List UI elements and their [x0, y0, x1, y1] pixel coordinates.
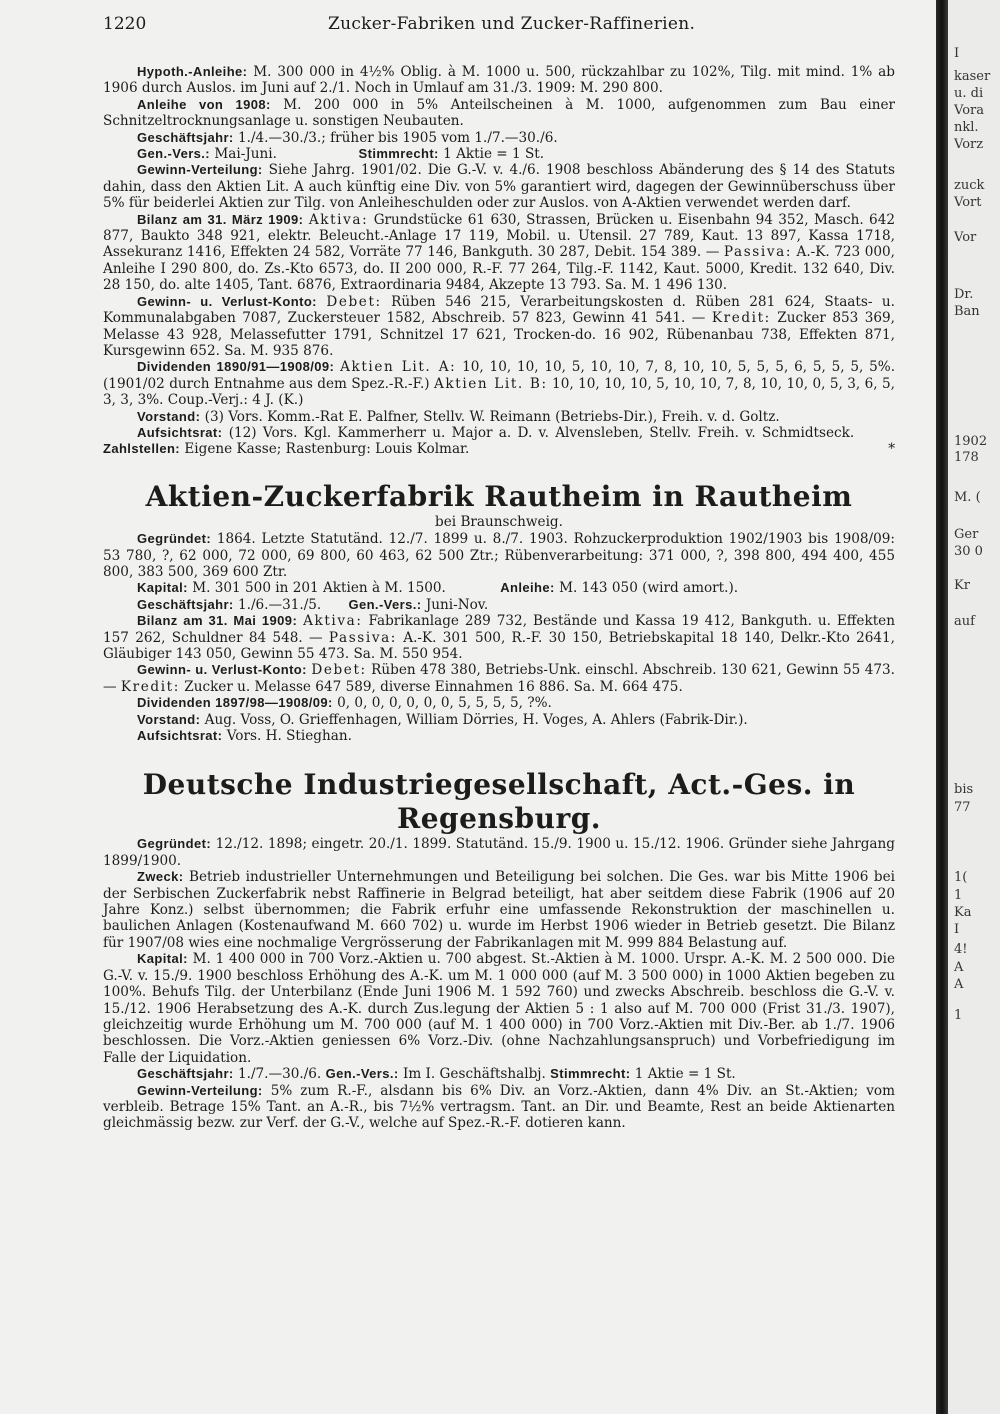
aktien-b-word: Aktien Lit. B:	[434, 375, 548, 392]
adjacent-fragment: 1902	[954, 434, 988, 449]
bilanz-passiva-text: A.-K. 301 500, R.-F. 30 150, Betriebskapital 18 140, Delkr.-Kto 2641, Gläubiger 143 050, Gewinn 55 473. Sa. M. 550 954.	[103, 629, 895, 662]
adjacent-fragment: A	[954, 977, 964, 992]
adjacent-fragment: bis	[954, 782, 974, 797]
adjacent-fragment: Kr	[954, 578, 970, 593]
adjacent-fragment: Ban	[954, 304, 980, 319]
company-title-rautheim: Aktien-Zuckerfabrik Rautheim in Rautheim	[145, 479, 853, 513]
label-gen-vers: Gen.-Vers.:	[348, 596, 422, 612]
adjacent-fragment: 1	[954, 1008, 963, 1023]
label-dividenden: Dividenden 1890/91—1908/09:	[137, 359, 335, 375]
adjacent-fragment: kaser	[954, 69, 991, 84]
paragraph-dividenden	[103, 359, 895, 408]
stimmrecht-text: 1 Aktie = 1 St.	[443, 146, 545, 163]
adjacent-fragment: I	[954, 922, 960, 937]
label-stimmrecht: Stimmrecht:	[358, 146, 439, 162]
paragraph-vorstand	[103, 409, 895, 425]
gewinn-verteilung-text: 5% zum R.-F., alsdann bis 6% Div. an Vorz.-Aktien, dann 4% Div. an St.-Aktien; vom verbleib. Betrage 15% Tant. an A.-R., bis 7½% vertragsm. Tant. an Dir. und Beamte, Rest an beide Aktienarten gleichmässig bezw. zur Verf. der G.-V., welche auf Spez.-R.-F. dotieren kann.	[103, 1082, 895, 1132]
anleihe-text: M. 143 050 (wird amort.).	[559, 580, 739, 597]
gen-vers-text: Mai-Juni.	[214, 146, 277, 163]
adjacent-fragment: Ka	[954, 905, 972, 920]
geschaeftsjahr-text: 1./7.—30./6.	[237, 1066, 322, 1083]
paragraph-gewinn-verlust	[103, 662, 895, 695]
aufsichtsrat-text: Vors. H. Stieghan.	[226, 728, 352, 745]
paragraph-hypoth-anleihe	[103, 64, 895, 97]
label-gewinn-verteilung: Gewinn-Verteilung:	[137, 162, 263, 178]
bilanz-aktiva-text: Fabrikanlage 289 732, Bestände und Kassa 19 412, Bankguth. u. Effekten 157 262, Schuldner 84 548. —	[103, 613, 895, 646]
label-gewinn-verteilung: Gewinn-Verteilung:	[137, 1082, 263, 1098]
passiva-word: Passiva:	[723, 244, 792, 261]
label-gen-vers: Gen.-Vers.:	[325, 1066, 399, 1082]
stimmrecht-text: 1 Aktie = 1 St.	[634, 1066, 736, 1083]
kredit-word: Kredit:	[711, 310, 771, 327]
book-gutter	[936, 0, 948, 1414]
geschaeftsjahr-text: 1./6.—31./5.	[237, 596, 322, 613]
paragraph-dividenden	[103, 695, 895, 711]
paragraph-bilanz	[103, 212, 895, 294]
label-zahlstellen: Zahlstellen:	[103, 441, 181, 457]
debet-word: Debet:	[326, 293, 382, 310]
dividenden-b-text: 10, 10, 10, 10, 5, 10, 10, 7, 8, 10, 10, 0, 5, 3, 6, 5, 3, 3, 3%. Coup.-Verj.: 4 J. (K.)	[103, 375, 895, 409]
paragraph-anleihe-1908	[103, 97, 895, 130]
paragraph-geschaeftsjahr	[103, 597, 895, 613]
label-geschaeftsjahr: Geschäftsjahr:	[137, 596, 234, 612]
label-zweck: Zweck:	[137, 869, 184, 885]
adjacent-fragment: Vora	[954, 103, 984, 118]
label-anleihe: Anleihe:	[500, 580, 555, 596]
gegruendet-text: 12./12. 1898; eingetr. 20./1. 1899. Statutänd. 15./9. 1900 u. 15./12. 1906. Gründer siehe Jahrgang 1899/1900.	[103, 836, 895, 869]
adjacent-fragment: Vor	[954, 230, 977, 245]
page-number: 1220	[103, 14, 147, 34]
paragraph-gen-vers	[103, 146, 895, 162]
running-header	[103, 14, 903, 44]
guv-kredit-text: Zucker u. Melasse 647 589, diverse Einnahmen 16 886. Sa. M. 664 475.	[184, 678, 683, 695]
adjacent-fragment: A	[954, 960, 964, 975]
label-kapital: Kapital:	[137, 951, 188, 967]
kredit-word: Kredit:	[120, 678, 180, 695]
paragraph-geschaeftsjahr	[103, 130, 895, 146]
paragraph-gegruendet	[103, 531, 895, 580]
paragraph-kapital	[103, 951, 895, 1066]
adjacent-fragment: 4!	[954, 942, 968, 957]
aktiva-word: Aktiva:	[308, 211, 369, 228]
adjacent-fragment: Vorz	[954, 137, 984, 152]
guv-kredit-text: Zucker 853 369, Melasse 43 928, Melassefutter 1791, Schnitzel 17 621, Trocken-do. 16 902, Rübenanbau 738, Effekten 871, Kursgewinn 652. Sa. M. 935 876.	[103, 310, 895, 359]
vorstand-text: Aug. Voss, O. Grieffenhagen, William Dörries, H. Voges, A. Ahlers (Fabrik-Dir.).	[204, 711, 748, 728]
company-title-regensburg: Deutsche Industriegesellschaft, Act.-Ges. in Regensburg.	[142, 768, 856, 836]
label-vorstand: Vorstand:	[137, 408, 201, 424]
adjacent-fragment: 1	[954, 888, 963, 903]
adjacent-fragment: u. di	[954, 86, 984, 101]
debet-word: Debet:	[311, 662, 367, 679]
label-gewinn-verlust: Gewinn- u. Verlust-Konto:	[137, 662, 307, 678]
company-subtitle-rautheim: bei Braunschweig.	[435, 513, 563, 530]
guv-debet-text: Rüben 546 215, Verarbeitungskosten d. Rüben 281 624, Staats- u. Kommunalabgaben 7087, Zuckersteuer 1582, Abschreib. 57 823, Gewinn 41 541. —	[103, 293, 895, 327]
kapital-text: M. 1 400 000 in 700 Vorz.-Aktien u. 700 abgest. St.-Aktien à M. 1000. Urspr. A.-K. M. 2 500 000. Die G.-V. v. 15./9. 1900 beschloss Erhöhung des A.-K. um M. 1 000 000 (auf M. 3 500 000) in 1000 Aktien begeben zu 100%. Behufs Tilg. der Unterbilanz (Ende Juni 1906 M. 1 592 760) und zwecks Abschreib. beschloss die G.-V. v. 15./12. 1906 Herabsetzung des A.-K. durch Zus.legung der Aktien 5 : 1 also auf M. 700 000 (Frist 31./3. 1907), gleichzeitig wurde Erhöhung um M. 700 000 (auf M. 1 400 000) in 700 Vorz.-Aktien mit Div.-Ber. ab 1./7. 1906 beschlossen. Die Vorz.-Aktien geniessen 6% Vorz.-Div. (ohne Nachzahlungsanspruch) und Vorbefriedigung im Falle der Liquidation.	[103, 951, 895, 1066]
label-gegruendet: Gegründet:	[137, 836, 212, 852]
guv-debet-text: Rüben 478 380, Betriebs-Unk. einschl. Abschreib. 130 621, Gewinn 55 473. —	[103, 662, 896, 695]
label-gen-vers: Gen.-Vers.:	[137, 146, 211, 162]
adjacent-fragment: auf	[954, 614, 975, 629]
label-gewinn-verlust: Gewinn- u. Verlust-Konto:	[137, 293, 317, 309]
text-column	[103, 64, 895, 1132]
label-kapital: Kapital:	[137, 580, 188, 596]
zahlstellen-text: Eigene Kasse; Rastenburg: Louis Kolmar.	[184, 441, 470, 458]
label-geschaeftsjahr: Geschäftsjahr:	[137, 129, 234, 145]
paragraph-bilanz	[103, 613, 895, 662]
adjacent-fragment: 1(	[954, 870, 968, 885]
adjacent-fragment: 30 0	[954, 544, 983, 559]
adjacent-fragment: zuck	[954, 178, 985, 193]
label-anleihe-1908: Anleihe von 1908:	[137, 96, 271, 112]
label-hypoth-anleihe: Hypoth.-Anleihe:	[137, 64, 248, 79]
label-aufsichtsrat: Aufsichtsrat:	[137, 728, 223, 744]
hypoth-anleihe-text: M. 300 000 in 4½% Oblig. à M. 1000 u. 500, rückzahlbar zu 102%, Tilg. mit mind. 1% ab 1906 durch Auslos. im Juni auf 2./1. Noch in Umlauf am 31./3. 1909: M. 290 800.	[103, 64, 895, 97]
aktien-a-word: Aktien Lit. A:	[340, 359, 457, 376]
kapital-text: M. 301 500 in 201 Aktien à M. 1500.	[192, 580, 446, 597]
label-stimmrecht: Stimmrecht:	[550, 1066, 631, 1082]
dividenden-text: 0, 0, 0, 0, 0, 0, 0, 5, 5, 5, 5, ?%.	[337, 695, 552, 712]
paragraph-vorstand	[103, 712, 895, 728]
adjacent-fragment: Vort	[954, 195, 982, 210]
paragraph-aufsichtsrat	[103, 425, 895, 458]
running-title: Zucker-Fabriken und Zucker-Raffinerien.	[328, 14, 696, 34]
paragraph-gewinn-verteilung	[103, 162, 895, 211]
aktiva-word: Aktiva:	[303, 613, 363, 630]
paragraph-gegruendet	[103, 836, 895, 869]
paragraph-kapital	[103, 580, 895, 596]
adjacent-fragment: I	[954, 46, 960, 61]
label-gegruendet: Gegründet:	[137, 531, 212, 547]
paragraph-aufsichtsrat	[103, 728, 895, 744]
gen-vers-text: Im I. Geschäftshalbj.	[402, 1066, 546, 1083]
paragraph-zweck	[103, 869, 895, 951]
label-bilanz: Bilanz am 31. März 1909:	[137, 211, 304, 227]
end-marker: *	[888, 441, 895, 458]
adjacent-fragment: Dr.	[954, 287, 974, 302]
label-aufsichtsrat: Aufsichtsrat:	[137, 424, 223, 440]
bilanz-passiva-text: A.-K. 723 000, Anleihe I 290 800, do. Zs.-Kto 6573, do. II 200 000, R.-F. 77 264, Tilg.-F. 1142, Kaut. 5000, Kredit. 132 640, Div. 28 150, do. alte 1405, Tant. 6876, Extraordinaria 9484, Akzepte 13 793. Sa. M. 1 496 130.	[103, 244, 895, 294]
paragraph-gewinn-verlust	[103, 294, 895, 360]
adjacent-page-edge	[948, 0, 1000, 1414]
aufsichtsrat-text: (12) Vors. Kgl. Kammerherr u. Major a. D. v. Alvensleben, Stellv. Freih. v. Schmidtseck.	[228, 424, 855, 441]
adjacent-fragment: M. (	[954, 490, 981, 505]
adjacent-fragment: 178	[954, 450, 979, 465]
passiva-word: Passiva:	[328, 629, 397, 646]
label-bilanz: Bilanz am 31. Mai 1909:	[137, 613, 298, 629]
label-vorstand: Vorstand:	[137, 711, 201, 727]
paragraph-geschaeftsjahr	[103, 1066, 895, 1082]
adjacent-fragment: 77	[954, 800, 971, 815]
gewinn-verteilung-text: Siehe Jahrg. 1901/02. Die G.-V. v. 4./6. 1908 beschloss Abänderung des § 14 des Statuts dahin, dass den Aktien Lit. A auch künftig eine Div. von 5% garantiert wird, dagegen der Gewinnüberschuss über 5% für beiderlei Aktien zur Tilg. von Anleiheschulden oder zur Auslos. von A-Aktien verwendet werden darf.	[103, 162, 895, 212]
dividenden-a-text: 10, 10, 10, 10, 5, 10, 10, 7, 8, 10, 10, 5, 5, 5, 6, 5, 5, 5, 5%. (1901/02 durch Entnahme aus dem Spez.-R.-F.)	[103, 359, 896, 392]
adjacent-fragment: Ger	[954, 527, 979, 542]
geschaeftsjahr-text: 1./4.—30./3.; früher bis 1905 vom 1./7.—30./6.	[237, 129, 558, 146]
vorstand-text: (3) Vors. Komm.-Rat E. Palfner, Stellv. W. Reimann (Betriebs-Dir.), Freih. v. d. Goltz.	[204, 408, 780, 425]
paragraph-gewinn-verteilung	[103, 1083, 895, 1132]
gegruendet-text: 1864. Letzte Statutänd. 12./7. 1899 u. 8./7. 1903. Rohzuckerproduktion 1902/1903 bis 1908/09: 53 780, ?, 62 000, 72 000, 69 800, 60 463, 62 500 Ztr.; Rübenverarbeitung: 371 000, ?, 398 800, 494 400, 455 800, 383 500, 369 600 Ztr.	[103, 531, 895, 580]
label-dividenden: Dividenden 1897/98—1908/09:	[137, 695, 333, 711]
gen-vers-text: Juni-Nov.	[425, 596, 489, 613]
anleihe-1908-text: M. 200 000 in 5% Anteilscheinen à M. 1000, aufgenommen zum Bau einer Schnitzeltrocknungsanlage u. sonstigen Neubauten.	[103, 96, 895, 130]
adjacent-fragment: nkl.	[954, 120, 979, 135]
label-geschaeftsjahr: Geschäftsjahr:	[137, 1066, 234, 1082]
zweck-text: Betrieb industrieller Unternehmungen und Beteiligung bei solchen. Die Ges. war bis Mitte 1906 bei der Serbischen Zuckerfabrik nebst Raffinerie in Belgrad beteiligt, hat aber seitdem diese Fabrik (1906 auf 20 Jahre Konz.) selbst übernommen; die Fabrik erfuhr eine umfassende Rekonstruktion der maschinellen u. baulichen Anlagen (Kostenaufwand M. 660 702) u. wurde im Herbst 1906 wieder in Betrieb gesetzt. Die Bilanz für 1907/08 wies eine nochmalige Vergrösserung der Fabrikanlagen mit M. 999 884 Belastung auf.	[103, 869, 895, 951]
bilanz-aktiva-text: Grundstücke 61 630, Strassen, Brücken u. Eisenbahn 94 352, Masch. 642 877, Baukto 348 921, elektr. Beleucht.-Anlage 17 119, Mobil. u. Utensil. 27 789, Kaut. 13 897, Kassa 1718, Assekuranz 1416, Effekten 24 582, Vorräte 77 146, Bankguth. 30 287, Debit. 154 389. —	[103, 211, 896, 261]
